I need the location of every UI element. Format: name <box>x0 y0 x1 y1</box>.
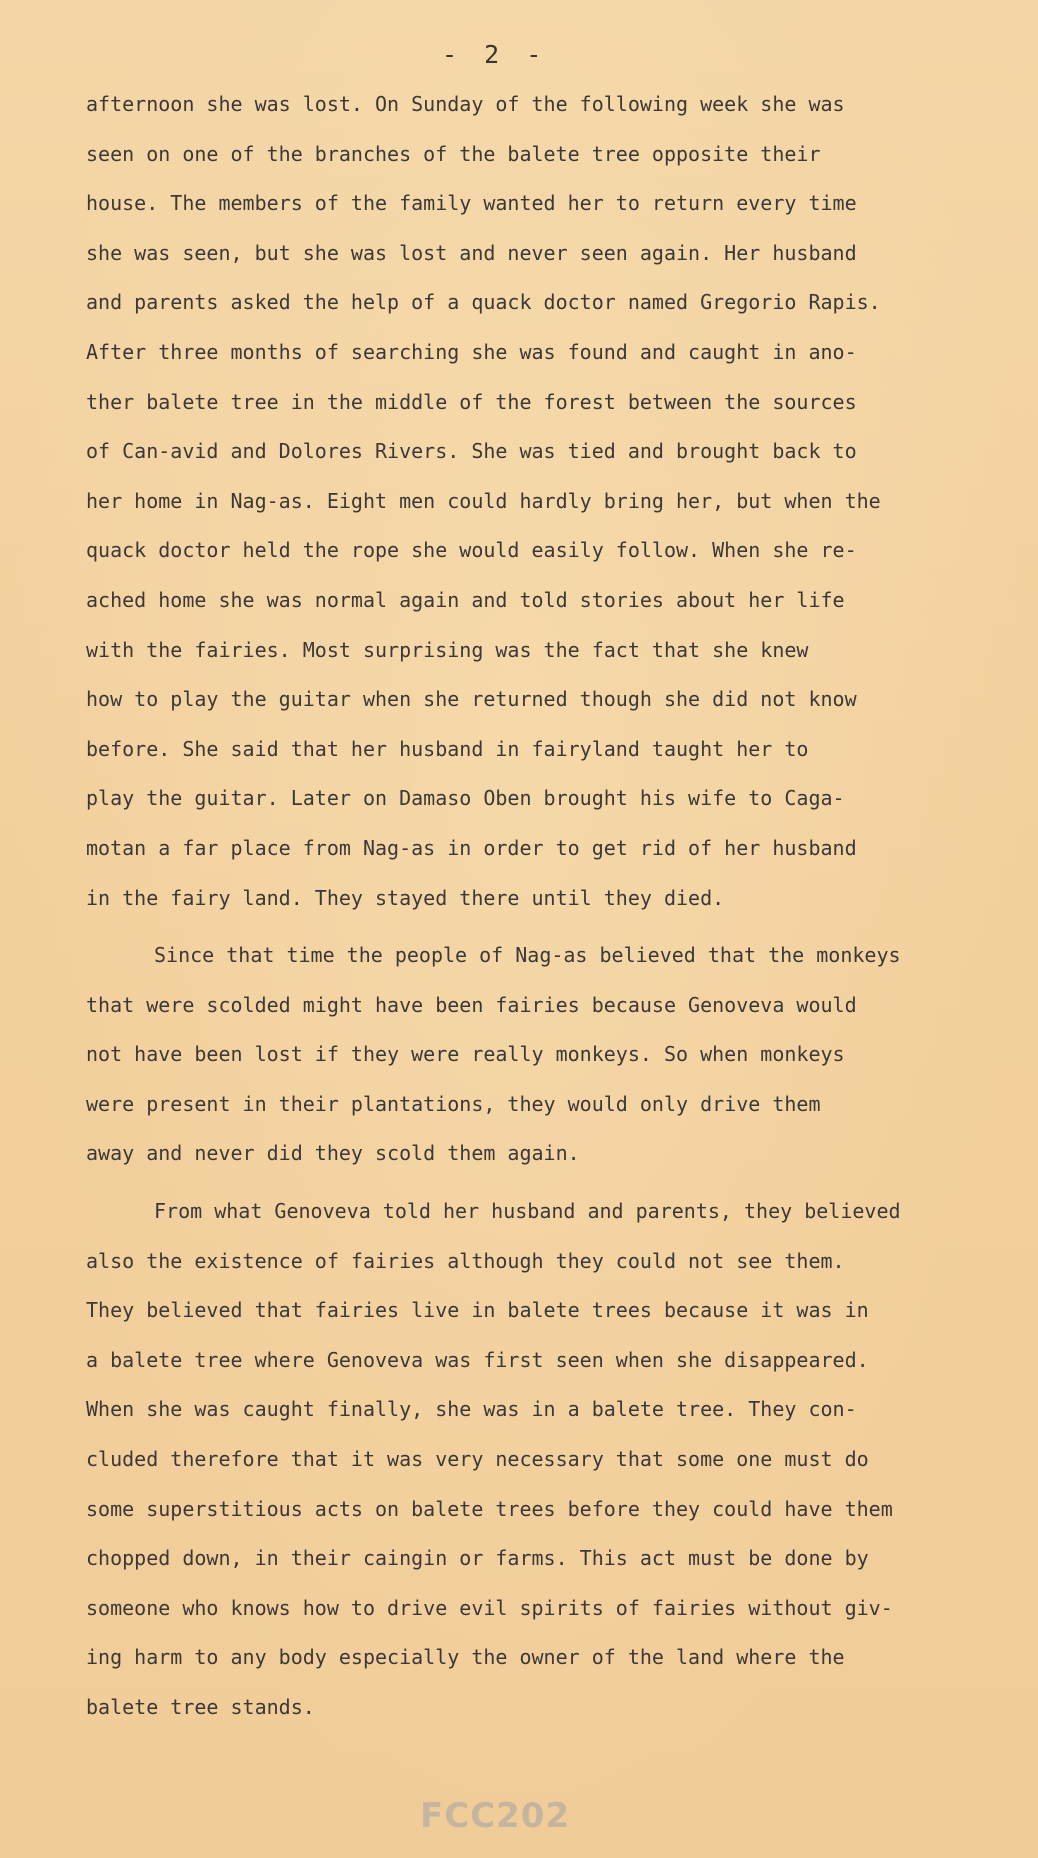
text-line: ached home she was normal again and told stories about her life <box>86 587 845 612</box>
text-line: in the fairy land. They stayed there until they died. <box>86 885 725 910</box>
text-line: before. She said that her husband in fairyland taught her to <box>86 736 809 761</box>
text-line: balete tree stands. <box>86 1695 315 1719</box>
text-line: not have been lost if they were really monkeys. So when monkeys <box>86 1042 845 1067</box>
text-line: Since that time the people of Nag-as believed that the monkeys <box>154 943 901 968</box>
text-line: also the existence of fairies although they could not see them. <box>86 1248 845 1273</box>
text-line: a balete tree where Genoveva was first seen when she disappeared. <box>86 1347 869 1372</box>
text-line: motan a far place from Nag-as in order to get rid of her husband <box>86 835 857 860</box>
paragraph-3 <box>86 1193 986 1739</box>
text-line: play the guitar. Later on Damaso Oben brought his wife to Caga- <box>86 786 845 811</box>
text-line: From what Genoveva told her husband and parents, they believed <box>154 1199 901 1224</box>
text-line: chopped down, in their caingin or farms. This act must be done by <box>86 1546 869 1571</box>
text-line: with the fairies. Most surprising was the fact that she knew <box>86 637 809 662</box>
document-body <box>86 86 986 1739</box>
text-line: cluded therefore that it was very necessary that some one must do <box>86 1447 869 1472</box>
text-line: of Can-avid and Dolores Rivers. She was tied and brought back to <box>86 439 857 464</box>
text-line: away and never did they scold them again. <box>86 1141 580 1166</box>
paragraph-2 <box>86 937 986 1185</box>
archive-stamp: FCC202 <box>420 1796 571 1836</box>
text-line: how to play the guitar when she returned though she did not know <box>86 687 857 712</box>
text-line: They believed that fairies live in balete trees because it was in <box>86 1298 869 1323</box>
text-line: and parents asked the help of a quack doctor named Gregorio Rapis. <box>86 290 881 315</box>
text-line: afternoon she was lost. On Sunday of the following week she was <box>86 92 845 116</box>
text-line: ther balete tree in the middle of the forest between the sources <box>86 389 857 414</box>
page-number: - 2 - <box>442 40 548 69</box>
paragraph-gap <box>86 1185 986 1193</box>
text-line: ing harm to any body especially the owner of the land where the <box>86 1645 845 1670</box>
paragraph-1 <box>86 86 986 929</box>
text-line: someone who knows how to drive evil spirits of fairies without giv- <box>86 1595 893 1620</box>
text-line: that were scolded might have been fairies because Genoveva would <box>86 992 857 1017</box>
text-line: house. The members of the family wanted her to return every time <box>86 191 857 216</box>
text-line: her home in Nag-as. Eight men could hardly bring her, but when the <box>86 488 881 513</box>
text-line: When she was caught finally, she was in a balete tree. They con- <box>86 1397 857 1422</box>
text-line: some superstitious acts on balete trees before they could have them <box>86 1496 893 1521</box>
text-line: she was seen, but she was lost and never seen again. Her husband <box>86 240 857 265</box>
text-line: were present in their plantations, they would only drive them <box>86 1091 821 1116</box>
text-line: seen on one of the branches of the balete tree opposite their <box>86 141 821 166</box>
text-line: quack doctor held the rope she would easily follow. When she re- <box>86 538 857 563</box>
paragraph-gap <box>86 929 986 937</box>
text-line: After three months of searching she was found and caught in ano- <box>86 339 857 364</box>
